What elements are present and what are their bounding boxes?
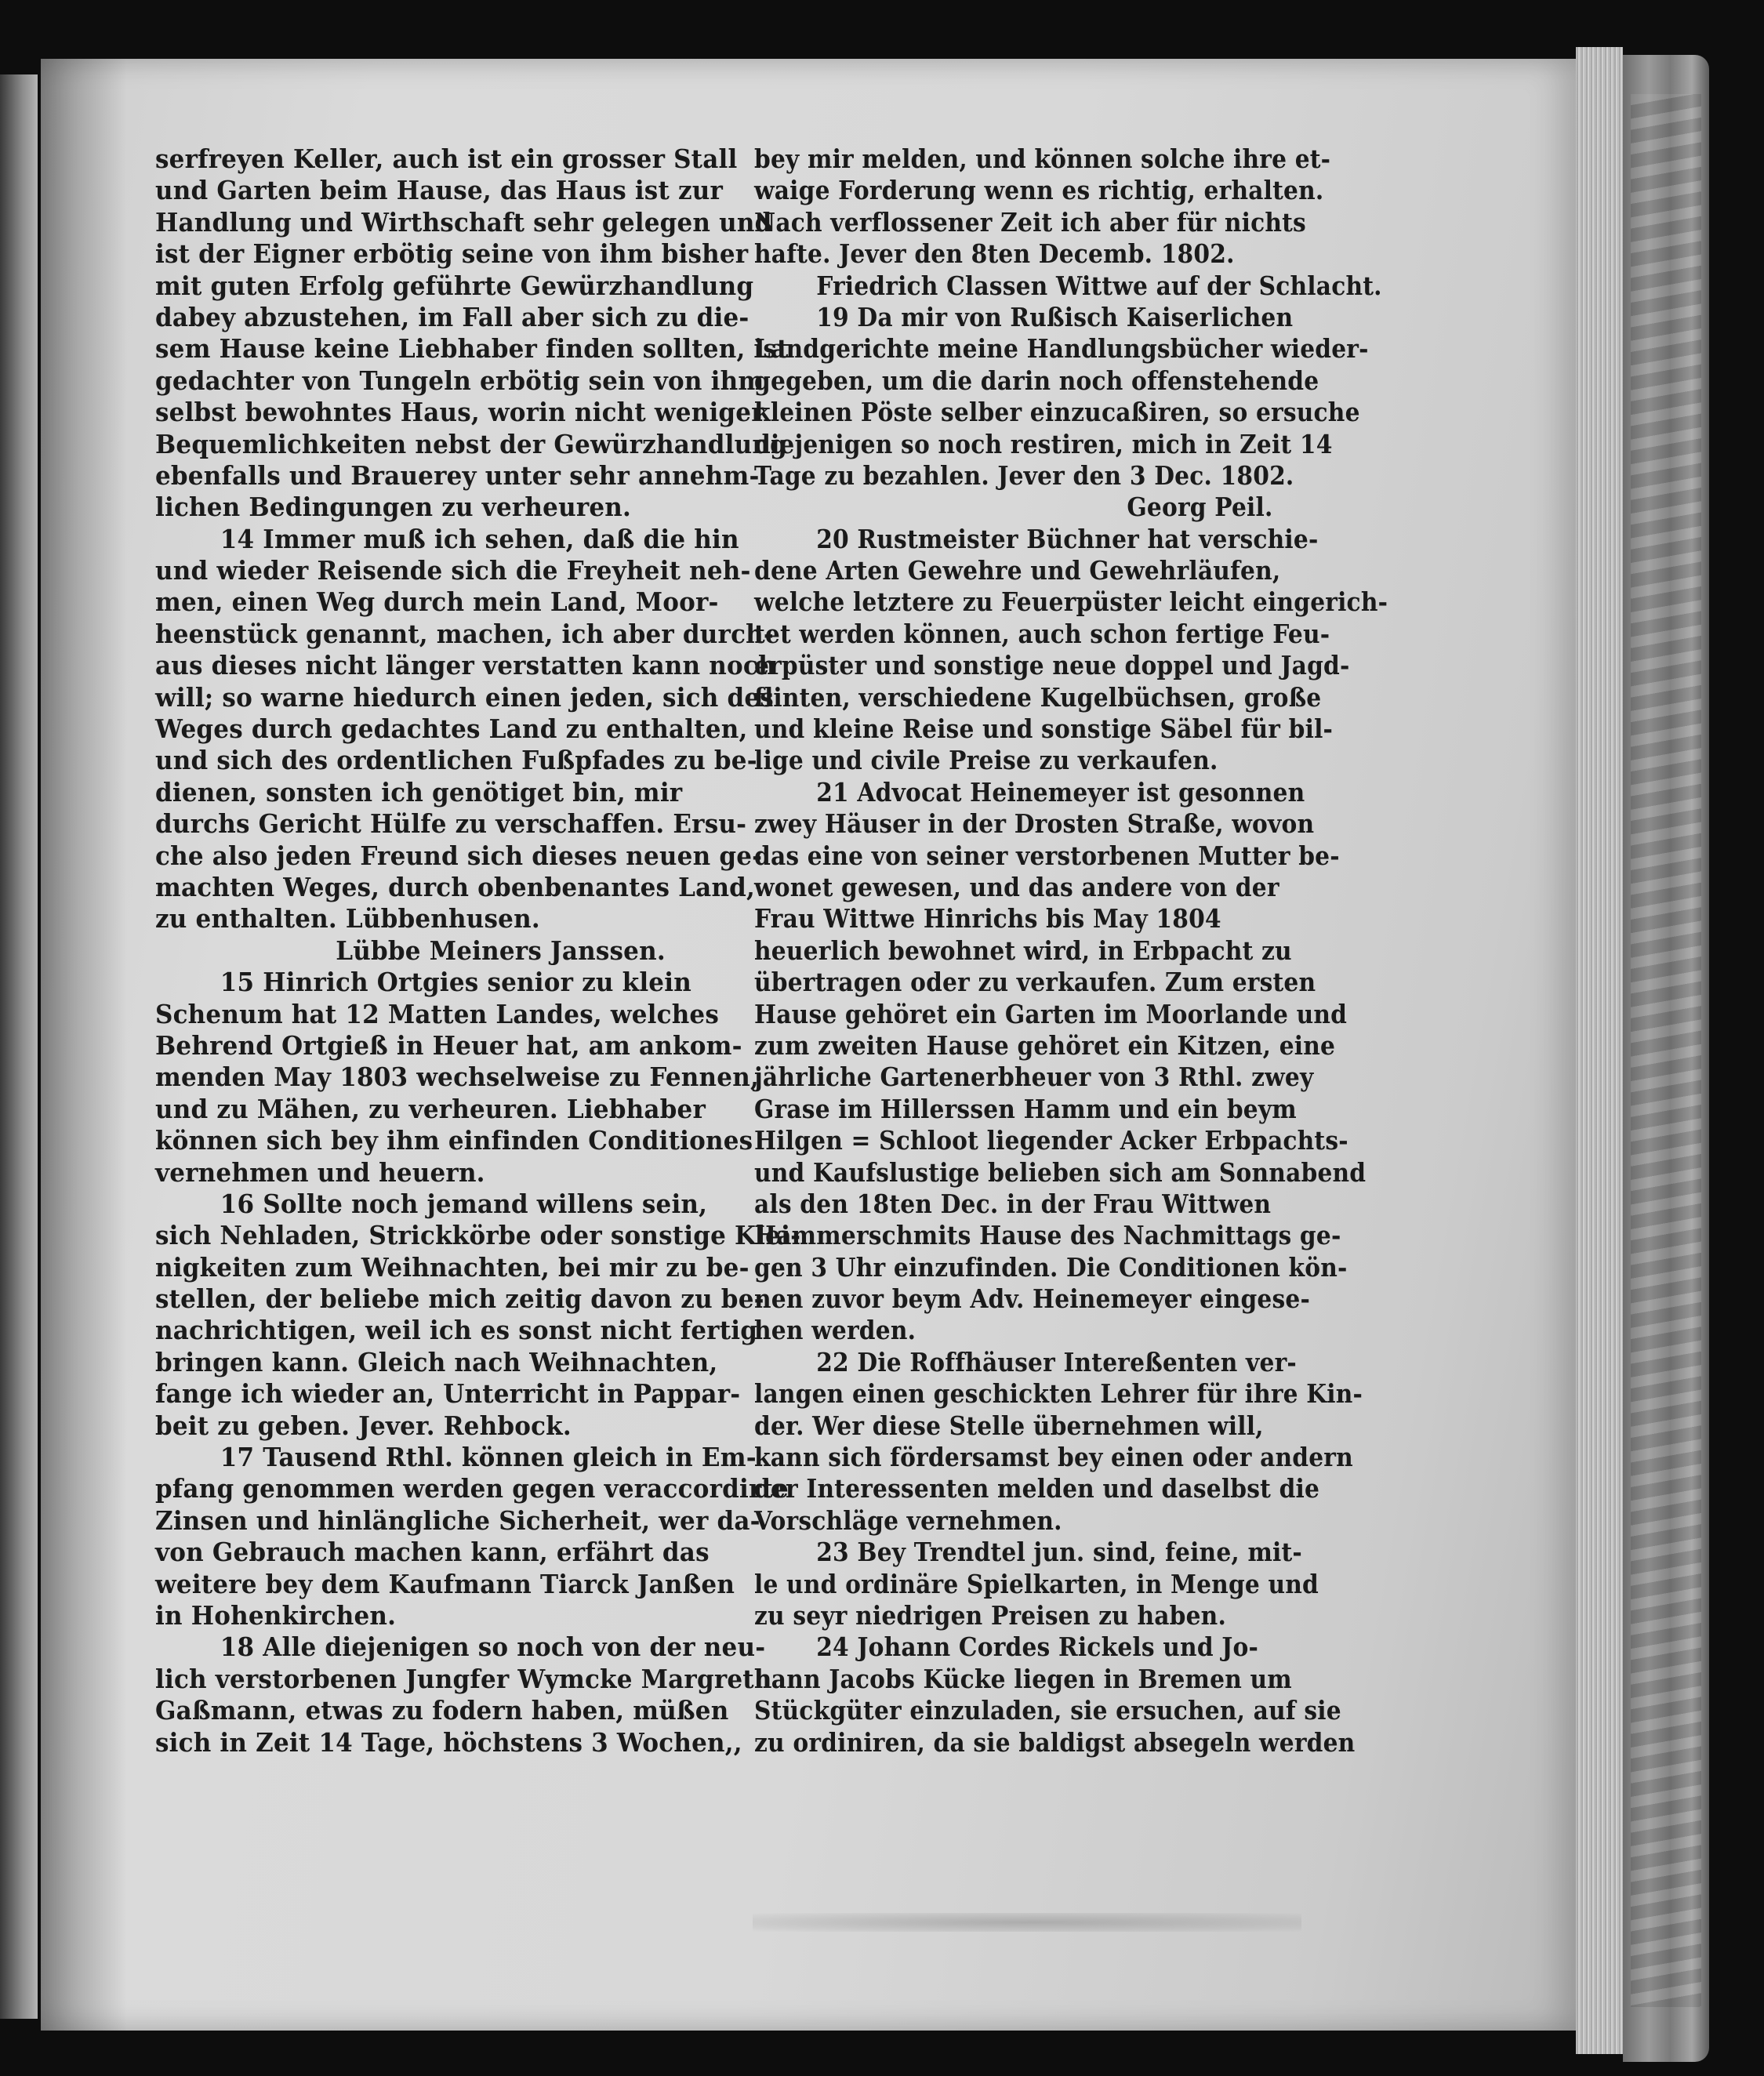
text-line: Frau Wittwe Hinrichs bis May 1804 xyxy=(754,903,1221,935)
text-line: Zinsen und hinlängliche Sicherheit, wer da- xyxy=(155,1504,760,1536)
notice-18-start: 18 Alle diejenigen so noch von der neu- xyxy=(220,1631,766,1663)
text-line: zu enthalten. Lübbenhusen. xyxy=(155,903,540,935)
gutter-shadow xyxy=(41,59,127,2031)
text-line: vernehmen und heuern. xyxy=(155,1156,485,1188)
text-line: Bequemlichkeiten nebst der Gewürzhandlung xyxy=(155,428,787,459)
text-line: beit zu geben. Jever. Rehbock. xyxy=(155,1410,572,1441)
text-line: menden May 1803 wechselweise zu Fennen, xyxy=(155,1062,759,1093)
text-line: dienen, sonsten ich genötiget bin, mir xyxy=(155,776,683,808)
text-line: diejenigen so noch restiren, mich in Zeit 14 xyxy=(754,428,1333,459)
text-line: kleinen Pöste selber einzucaßiren, so ersuche xyxy=(754,397,1360,428)
text-line: fange ich wieder an, Unterricht in Pappar- xyxy=(155,1378,741,1410)
ink-smudge xyxy=(753,1913,1301,1932)
text-line: und Kaufslustige belieben sich am Sonnabend xyxy=(754,1156,1367,1188)
text-line: zwey Häuser in der Drosten Straße, wovon xyxy=(754,808,1315,840)
text-line: jährliche Gartenerbheuer von 3 Rthl. zwey xyxy=(754,1062,1314,1093)
left-text-column xyxy=(155,143,801,1758)
text-line: erpüster und sonstige neue doppel und Jagd- xyxy=(754,650,1350,681)
text-line: serfreyen Keller, auch ist ein grosser Stall xyxy=(155,143,738,174)
text-line: dabey abzustehen, im Fall aber sich zu die- xyxy=(155,301,750,332)
text-line: gegeben, um die darin noch offenstehende xyxy=(754,365,1319,396)
text-line: le und ordinäre Spielkarten, in Menge und xyxy=(754,1568,1319,1599)
text-line: Schenum hat 12 Matten Landes, welches xyxy=(155,998,720,1029)
notice-16-start: 16 Sollte noch jemand willens sein, xyxy=(220,1188,708,1219)
notice-24-start: 24 Johann Cordes Rickels und Jo- xyxy=(816,1631,1259,1663)
notice-15-start: 15 Hinrich Ortgies senior zu klein xyxy=(220,967,691,998)
text-line: men, einen Weg durch mein Land, Moor- xyxy=(155,586,719,618)
text-line: Landgerichte meine Handlungsbücher wieder- xyxy=(754,333,1369,365)
text-line: flinten, verschiedene Kugelbüchsen, große xyxy=(754,681,1322,713)
text-line: Handlung und Wirthschaft sehr gelegen und xyxy=(155,206,772,238)
text-line: zu ordiniren, da sie baldigst absegeln werden xyxy=(754,1726,1356,1758)
text-line: mit guten Erfolg geführte Gewürzhandlung xyxy=(155,270,754,301)
text-line: ebenfalls und Brauerey unter sehr annehm- xyxy=(155,459,760,491)
text-line: Weges durch gedachtes Land zu enthalten, xyxy=(155,713,748,745)
text-line: von Gebrauch machen kann, erfährt das xyxy=(155,1537,710,1568)
text-line: und zu Mähen, zu verheuren. Liebhaber xyxy=(155,1093,706,1124)
text-line: hafte. Jever den 8ten Decemb. 1802. xyxy=(754,238,1235,270)
text-line: wonet gewesen, und das andere von der xyxy=(754,871,1279,902)
text-line: hen werden. xyxy=(754,1315,916,1346)
text-line: nachrichtigen, weil ich es sonst nicht fertig xyxy=(155,1315,758,1346)
signature-line: Georg Peil. xyxy=(1127,492,1273,523)
text-line: das eine von seiner verstorbenen Mutter be- xyxy=(754,840,1340,871)
notice-20-start: 20 Rustmeister Büchner hat verschie- xyxy=(816,523,1319,554)
text-line: aus dieses nicht länger verstatten kann noch xyxy=(155,650,776,681)
text-line: und sich des ordentlichen Fußpfades zu be- xyxy=(155,745,757,776)
signature-line: Lübbe Meiners Janssen. xyxy=(336,935,666,966)
text-line: hann Jacobs Kücke liegen in Bremen um xyxy=(754,1663,1292,1694)
text-line: heuerlich bewohnet wird, in Erbpacht zu xyxy=(754,935,1292,966)
text-line: dene Arten Gewehre und Gewehrläufen, xyxy=(754,555,1281,586)
text-line: Hammerschmits Hause des Nachmittags ge- xyxy=(754,1220,1341,1251)
text-line: nigkeiten zum Weihnachten, bei mir zu be- xyxy=(155,1251,750,1283)
text-line: lige und civile Preise zu verkaufen. xyxy=(754,745,1218,776)
page-block-edge xyxy=(1576,47,1623,2054)
text-line: heenstück genannt, machen, ich aber durch- xyxy=(155,618,774,649)
text-line: stellen, der beliebe mich zeitig davon zu be- xyxy=(155,1283,764,1315)
text-line: lichen Bedingungen zu verheuren. xyxy=(155,492,632,523)
signature-line: Friedrich Classen Wittwe auf der Schlacht. xyxy=(816,270,1382,301)
text-line: welche letztere zu Feuerpüster leicht eingerich- xyxy=(754,586,1388,618)
text-line: will; so warne hiedurch einen jeden, sich des xyxy=(155,681,774,713)
text-line: kann sich fördersamst bey einen oder andern xyxy=(754,1442,1353,1473)
text-line: Tage zu bezahlen. Jever den 3 Dec. 1802. xyxy=(754,459,1294,491)
text-line: bey mir melden, und können solche ihre et- xyxy=(754,143,1331,174)
text-line: der Interessenten melden und daselbst die xyxy=(754,1473,1320,1504)
text-line: sem Hause keine Liebhaber finden sollten, ist xyxy=(155,333,789,365)
text-line: langen einen geschickten Lehrer für ihre Kin- xyxy=(754,1378,1363,1410)
text-line: lich verstorbenen Jungfer Wymcke Margreth xyxy=(155,1663,772,1694)
text-line: und kleine Reise und sonstige Säbel für bil- xyxy=(754,713,1334,745)
text-line: waige Forderung wenn es richtig, erhalten. xyxy=(754,175,1324,206)
text-line: in Hohenkirchen. xyxy=(155,1599,397,1631)
text-line: zu seyr niedrigen Preisen zu haben. xyxy=(754,1599,1226,1631)
text-line: Nach verflossener Zeit ich aber für nichts xyxy=(754,206,1306,238)
right-text-column xyxy=(754,143,1388,1758)
notice-23-start: 23 Bey Trendtel jun. sind, feine, mit- xyxy=(816,1537,1302,1568)
notice-21-start: 21 Advocat Heinemeyer ist gesonnen xyxy=(816,776,1305,808)
text-line: als den 18ten Dec. in der Frau Wittwen xyxy=(754,1188,1272,1219)
text-line: nen zuvor beym Adv. Heinemeyer eingese- xyxy=(754,1283,1310,1315)
cover-texture xyxy=(1631,94,1701,2007)
notice-14-start: 14 Immer muß ich sehen, daß die hin xyxy=(220,523,739,554)
text-line: zum zweiten Hause gehöret ein Kitzen, eine xyxy=(754,1029,1336,1061)
text-line: gen 3 Uhr einzufinden. Die Conditionen kön- xyxy=(754,1251,1348,1283)
text-line: ist der Eigner erbötig seine von ihm bisher xyxy=(155,238,749,270)
text-line: gedachter von Tungeln erbötig sein von ihm xyxy=(155,365,764,396)
text-line: Behrend Ortgieß in Heuer hat, am ankom- xyxy=(155,1029,742,1061)
text-line: weitere bey dem Kaufmann Tiarck Janßen xyxy=(155,1568,735,1599)
facing-page-edge xyxy=(0,74,38,2019)
text-line: Gaßmann, etwas zu fodern haben, müßen xyxy=(155,1695,729,1726)
text-line: übertragen oder zu verkaufen. Zum ersten xyxy=(754,967,1316,998)
notice-17-start: 17 Tausend Rthl. können gleich in Em- xyxy=(220,1442,757,1473)
text-line: und Garten beim Hause, das Haus ist zur xyxy=(155,175,724,206)
notice-19-start: 19 Da mir von Rußisch Kaiserlichen xyxy=(816,301,1294,332)
text-line: der. Wer diese Stelle übernehmen will, xyxy=(754,1410,1264,1441)
text-line: Vorschläge vernehmen. xyxy=(754,1504,1062,1536)
text-line: sich in Zeit 14 Tage, höchstens 3 Wochen,, xyxy=(155,1726,742,1758)
text-line: machten Weges, durch obenbenantes Land, xyxy=(155,871,756,902)
text-line: Grase im Hillerssen Hamm und ein beym xyxy=(754,1093,1297,1124)
text-line: Stückgüter einzuladen, sie ersuchen, auf sie xyxy=(754,1695,1341,1726)
text-line: durchs Gericht Hülfe zu verschaffen. Ersu- xyxy=(155,808,747,840)
text-line: Hause gehöret ein Garten im Moorlande und xyxy=(754,998,1348,1029)
text-line: che also jeden Freund sich dieses neuen ge- xyxy=(155,840,763,871)
text-line: und wieder Reisende sich die Freyheit neh- xyxy=(155,555,751,586)
text-line: können sich bey ihm einfinden Conditiones xyxy=(155,1125,753,1156)
text-line: sich Nehladen, Strickkörbe oder sonstige Klei- xyxy=(155,1220,801,1251)
text-line: pfang genommen werden gegen veraccordirte xyxy=(155,1473,789,1504)
notice-22-start: 22 Die Roffhäuser Intereßenten ver- xyxy=(816,1346,1297,1377)
text-line: bringen kann. Gleich nach Weihnachten, xyxy=(155,1346,718,1377)
text-line: selbst bewohntes Haus, worin nicht weniger xyxy=(155,397,764,428)
text-line: Hilgen = Schloot liegender Acker Erbpachts- xyxy=(754,1125,1348,1156)
text-line: tet werden können, auch schon fertige Feu- xyxy=(754,618,1330,649)
